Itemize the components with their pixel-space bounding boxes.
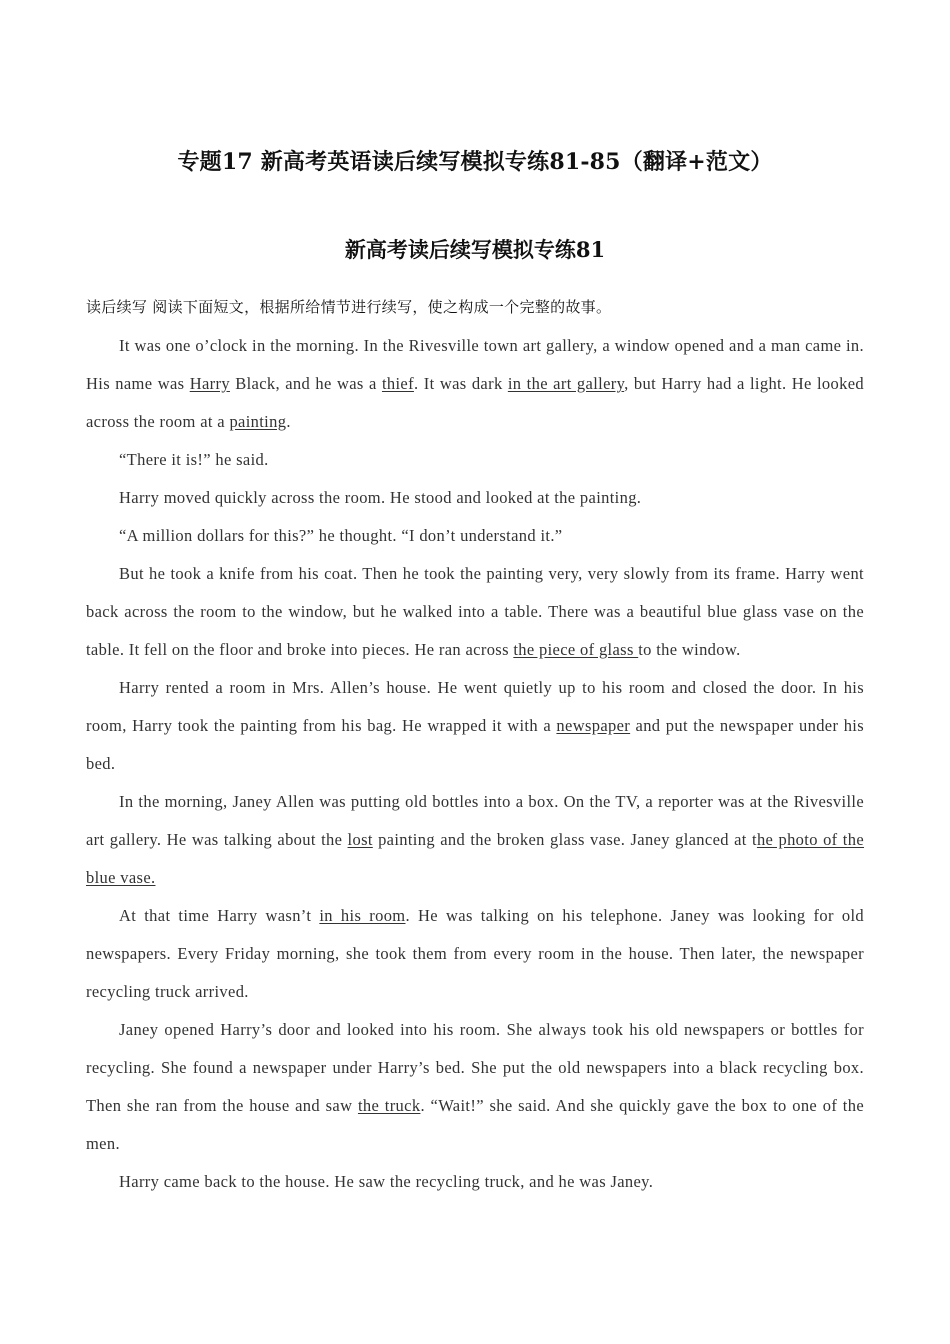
text-run: Harry rented a room in Mrs. Allen’s house. He went quietly up to his room and closed the door. In his room, Harry took the painting from his bag. He wrapped it with a (86, 678, 864, 735)
text-run: to the window. (638, 640, 741, 659)
section-title: 新高考读后续写模拟专练81 (344, 237, 606, 262)
underlined-phrase: he photo of the blue vase. (86, 830, 865, 887)
text-run: It was one o’clock in the morning. In the Rivesville town art gallery, a window opened and a man came in. His name was (86, 336, 864, 393)
story-paragraph (86, 327, 864, 441)
underlined-phrase: the piece of glass (513, 640, 639, 659)
text-run: and put the newspaper under his bed. (86, 716, 865, 773)
underlined-phrase: in the art gallery (507, 374, 625, 393)
text-run: Harry moved quickly across the room. He stood and looked at the painting. (119, 488, 642, 507)
text-run: Harry came back to the house. He saw the recycling truck, and he was Janey. (119, 1172, 654, 1191)
text-run: In the morning, Janey Allen was putting old bottles into a box. On the TV, a reporter was at the Rivesville art gallery. He was talking about the (86, 792, 864, 849)
text-run: painting and the broken glass vase. Janey glanced at t (372, 830, 757, 849)
main-title: 专题17 新高考英语读后续写模拟专练81-85（翻译+范文） (177, 149, 773, 175)
text-run: Janey opened Harry’s door and looked into his room. She always took his old newspapers or bottles for recycling. She found a newspaper under Harry’s bed. She put the old newspapers into a black recycling box. Then she ran from the house and saw (86, 1020, 864, 1115)
text-run: “A million dollars for this?” he thought. “I don’t understand it.” (119, 526, 563, 545)
underlined-phrase: thief (381, 374, 414, 393)
story-paragraph (86, 441, 864, 479)
underlined-phrase: Harry (189, 374, 230, 393)
text-run: “There it is!” he said. (119, 450, 269, 469)
story-body (86, 327, 864, 1201)
story-paragraph (86, 669, 864, 783)
text-run: , but Harry had a light. He looked across the room at a (86, 374, 865, 431)
instruction-text: 读后续写 阅读下面短文，根据所给情节进行续写，使之构成一个完整的故事。 (86, 298, 612, 316)
text-run: . “Wait!” she said. And she quickly gave the box to one of the men. (86, 1096, 864, 1153)
text-run: But he took a knife from his coat. Then he took the painting very, very slowly from its frame. Harry went back across the room to the window, but he walked into a table. There was a beautiful blue glass vase on the table. It fell on the floor and broke into pieces. He ran across (86, 564, 864, 659)
underlined-phrase: painting (229, 412, 287, 431)
text-run: At that time Harry wasn’t (119, 906, 320, 925)
story-paragraph (86, 897, 864, 1011)
story-paragraph (86, 479, 864, 517)
story-paragraph (86, 555, 864, 669)
text-run: . It was dark (413, 374, 508, 393)
story-paragraph (86, 1011, 864, 1163)
story-paragraph (86, 517, 864, 555)
text-run: Black, and he was a (229, 374, 382, 393)
underlined-phrase: newspaper (556, 716, 631, 735)
underlined-phrase: in his room (319, 906, 406, 925)
story-paragraph (86, 1163, 864, 1201)
story-paragraph (86, 783, 864, 897)
text-run: . (286, 412, 291, 431)
underlined-phrase: lost (347, 830, 373, 849)
text-run: . He was talking on his telephone. Janey was looking for old newspapers. Every Friday morning, she took them from every room in the house. Then later, the newspaper recycling truck arrived. (86, 906, 864, 1001)
underlined-phrase: the truck (357, 1096, 421, 1115)
